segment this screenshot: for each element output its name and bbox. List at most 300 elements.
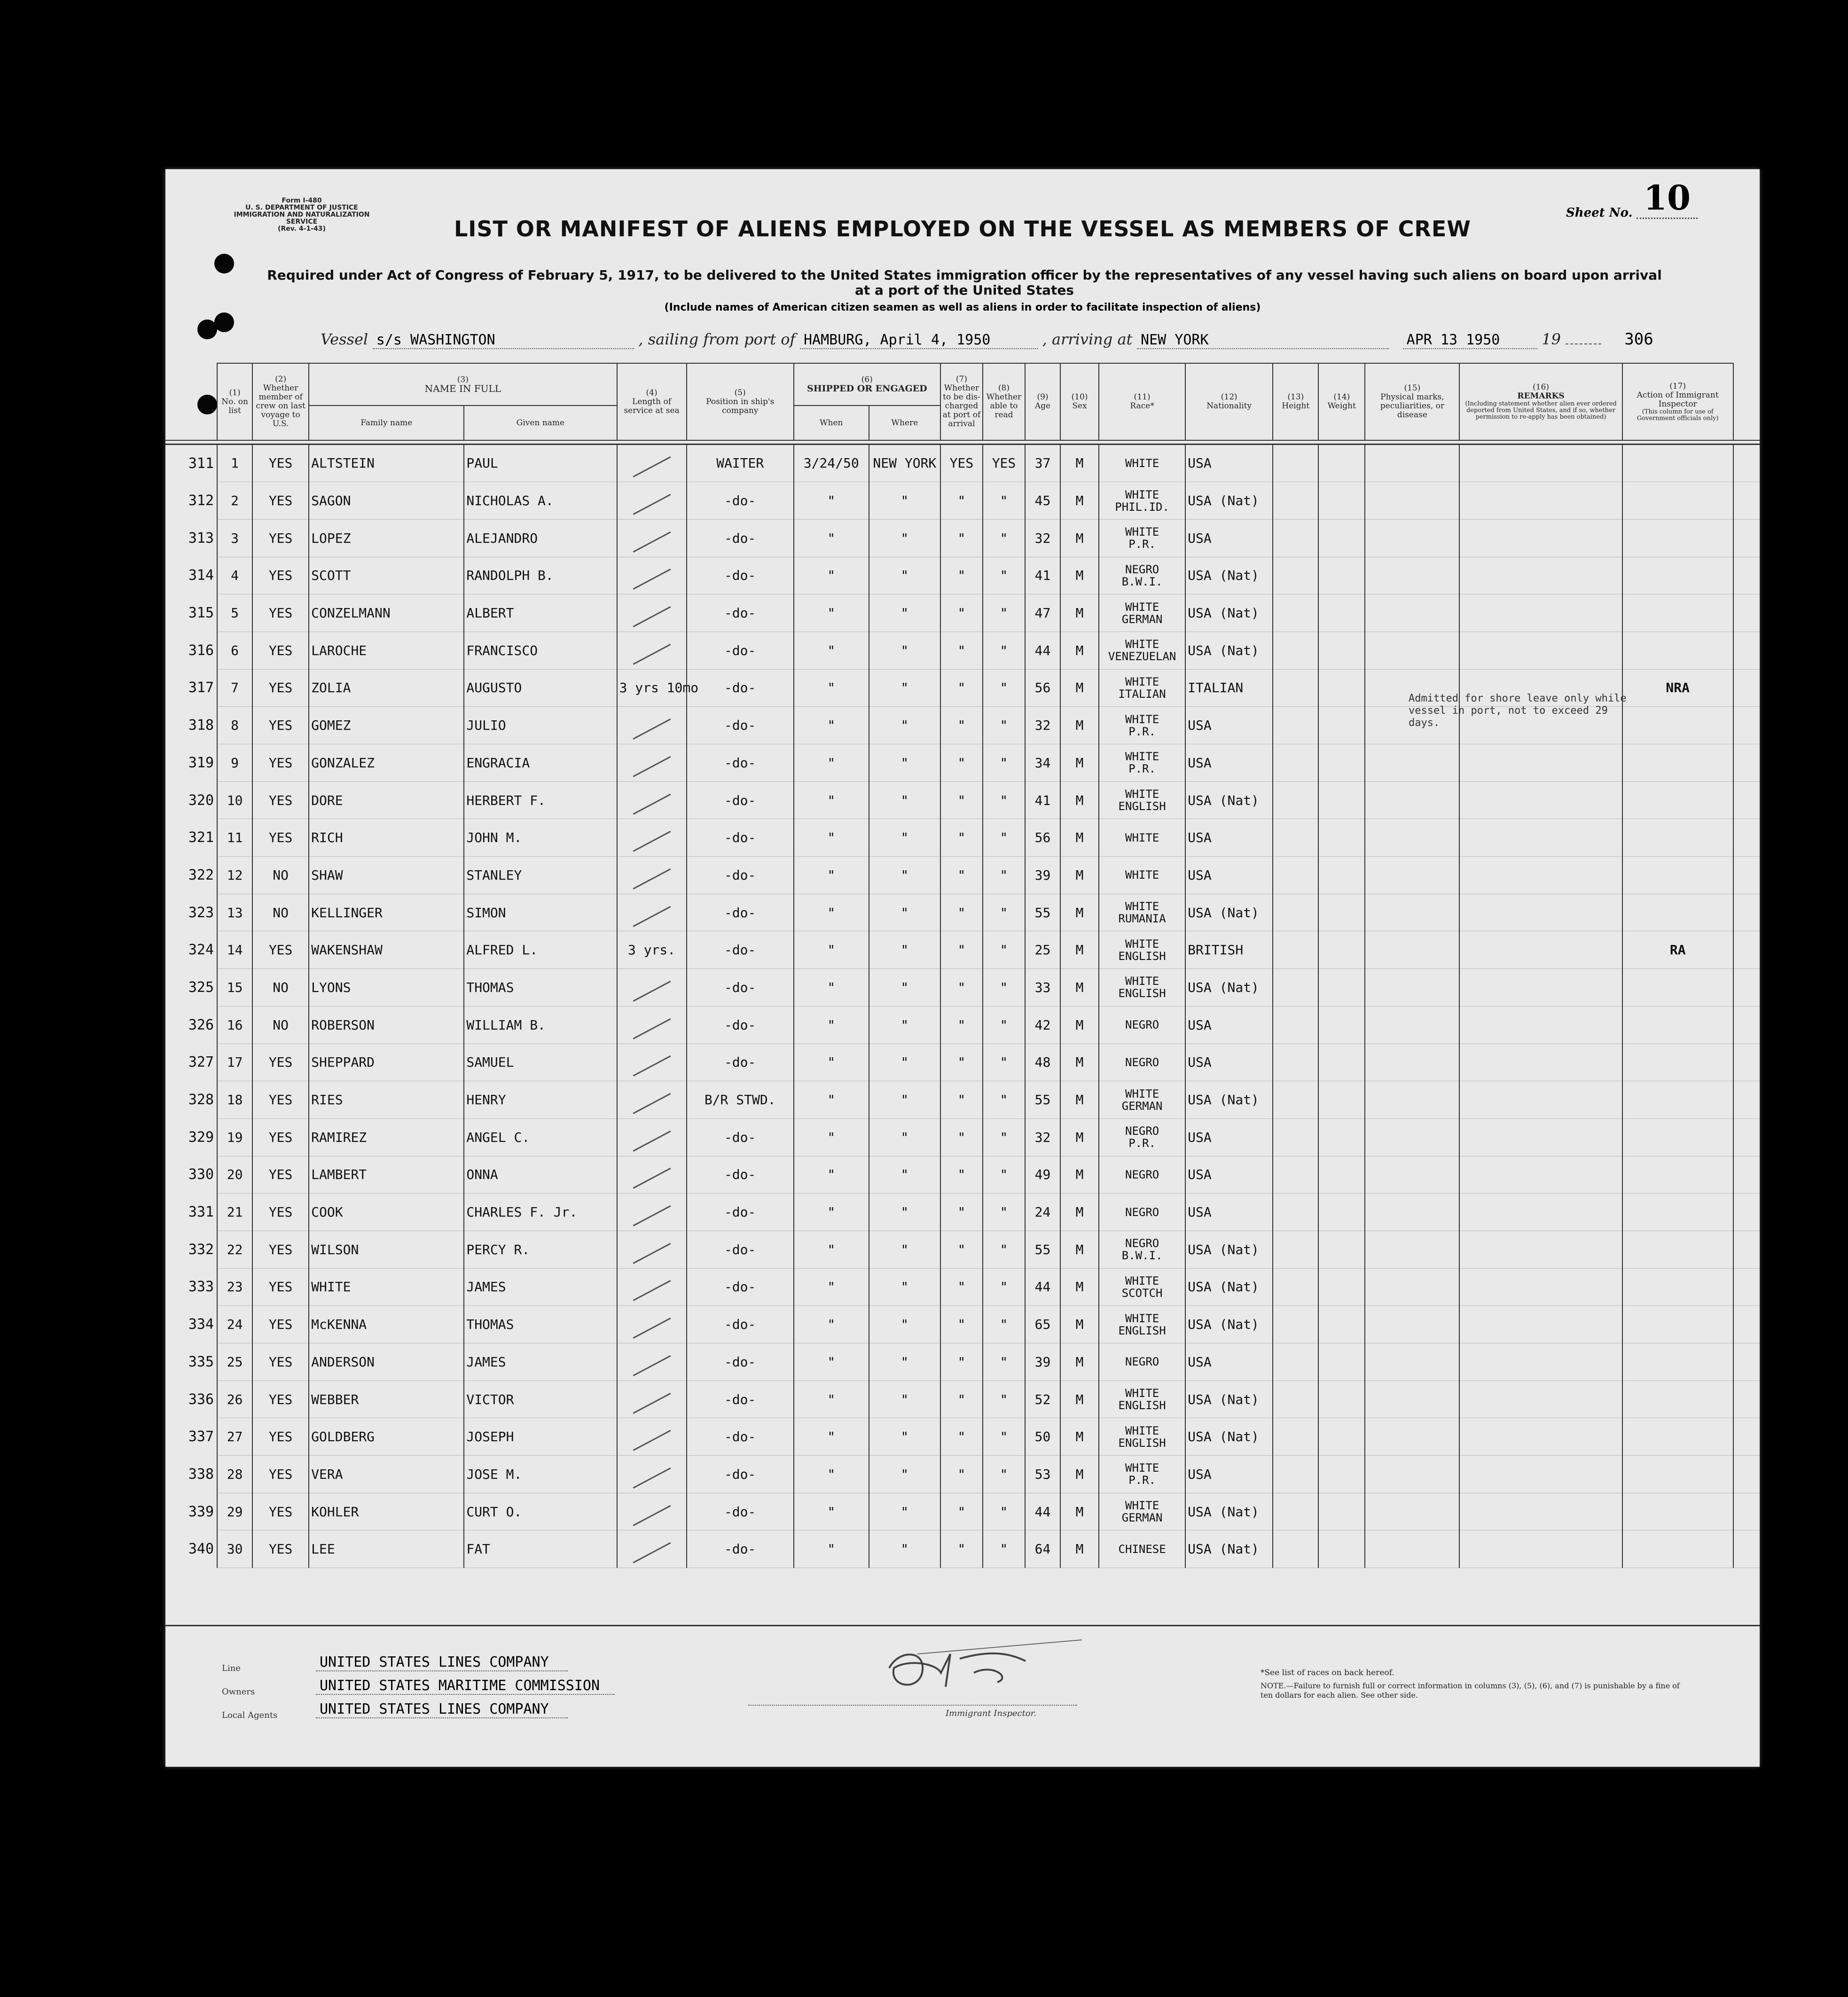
shipped-where-cell: "	[869, 1156, 940, 1194]
family-name-cell: SAGON	[309, 482, 464, 520]
sheet-number-label: Sheet No.	[1566, 206, 1633, 220]
col-2-header: (2) Whether member of crew on last voyage to U.S.	[252, 363, 309, 440]
footer-rule	[165, 1625, 1760, 1626]
age-cell: 55	[1025, 1231, 1060, 1268]
age-cell: 55	[1025, 894, 1060, 931]
margin-cell	[1733, 444, 1760, 482]
position-cell: -do-	[687, 1194, 794, 1231]
able-to-read-cell: "	[983, 1381, 1025, 1418]
able-to-read-cell: "	[983, 557, 1025, 594]
nationality-cell: USA (Nat)	[1185, 1418, 1273, 1456]
able-to-read-cell: "	[983, 1493, 1025, 1530]
given-name-cell: PERCY R.	[464, 1231, 617, 1268]
height-cell	[1273, 519, 1318, 557]
shipped-where-cell: "	[869, 1268, 940, 1306]
race-secondary: P.R.	[1128, 762, 1156, 776]
family-name-cell: VERA	[309, 1456, 464, 1493]
margin-cell	[1733, 707, 1760, 744]
given-name-cell: JAMES	[464, 1268, 617, 1306]
list-number-cell: 30	[217, 1530, 252, 1568]
remarks-cell	[1459, 1118, 1622, 1156]
shipped-where-cell: "	[869, 1081, 940, 1119]
sailing-label: , sailing from port of	[638, 330, 796, 348]
discharged-cell: "	[940, 1044, 983, 1081]
shipped-when-cell: "	[794, 1006, 869, 1044]
race-cell	[1099, 1381, 1185, 1418]
remarks-cell	[1459, 1493, 1622, 1530]
table-row	[165, 1343, 1760, 1381]
requirement-text: Required under Act of Congress of February 5, 1917, to be delivered to the United States immigration officer by the representatives of any vessel having such aliens on board upon arrival at a port of the United States	[267, 267, 1662, 298]
sex-cell: M	[1060, 819, 1099, 857]
shipped-where-cell: "	[869, 781, 940, 819]
inspector-action-cell	[1622, 1231, 1733, 1268]
position-cell: -do-	[687, 1118, 794, 1156]
nationality-cell: USA (Nat)	[1185, 894, 1273, 931]
physical-marks-cell	[1365, 857, 1459, 894]
weight-cell	[1318, 857, 1365, 894]
race-secondary: ITALIAN	[1118, 687, 1166, 701]
race-cell	[1099, 1456, 1185, 1493]
family-name-cell: RAMIREZ	[309, 1118, 464, 1156]
service-length-cell	[617, 707, 687, 744]
table-row	[165, 482, 1760, 520]
nationality-cell: USA	[1185, 1006, 1273, 1044]
weight-cell	[1318, 969, 1365, 1006]
table-row	[165, 632, 1760, 669]
given-name-cell: ALFRED L.	[464, 931, 617, 969]
vessel-name: s/s WASHINGTON	[373, 332, 634, 349]
shipped-when-cell: "	[794, 519, 869, 557]
physical-marks-cell	[1365, 1493, 1459, 1530]
inspector-action-cell	[1622, 1343, 1733, 1381]
discharged-cell: "	[940, 594, 983, 632]
last-voyage-cell: NO	[252, 1006, 309, 1044]
race-cell	[1099, 1006, 1185, 1044]
table-row	[165, 1044, 1760, 1081]
race-cell	[1099, 557, 1185, 594]
service-length-cell	[617, 1156, 687, 1194]
race-primary: WHITE	[1125, 1087, 1159, 1100]
margin-cell	[1733, 594, 1760, 632]
family-name-cell: WEBBER	[309, 1381, 464, 1418]
owners-company: UNITED STATES MARITIME COMMISSION	[316, 1677, 615, 1695]
line-number-cell: 324	[188, 942, 214, 959]
given-name-cell: SIMON	[464, 894, 617, 931]
position-cell: -do-	[687, 669, 794, 707]
col-1-header: (1) No. on list	[217, 363, 252, 440]
age-cell: 25	[1025, 931, 1060, 969]
shipped-where-cell: "	[869, 594, 940, 632]
remarks-cell	[1459, 1268, 1622, 1306]
able-to-read-cell: "	[983, 1006, 1025, 1044]
sex-cell: M	[1060, 1044, 1099, 1081]
remarks-cell	[1459, 482, 1622, 520]
list-number-cell: 19	[217, 1118, 252, 1156]
line-number-cell: 329	[188, 1129, 214, 1146]
race-primary: WHITE	[1125, 1461, 1159, 1475]
margin-cell	[1733, 1194, 1760, 1231]
sex-cell: M	[1060, 931, 1099, 969]
service-length-cell	[617, 1530, 687, 1568]
col-6-header: (6) SHIPPED OR ENGAGED	[794, 363, 940, 406]
list-number-cell: 8	[217, 707, 252, 744]
race-cell	[1099, 1530, 1185, 1568]
shipped-where-cell: "	[869, 1493, 940, 1530]
sex-cell: M	[1060, 1118, 1099, 1156]
last-voyage-cell: NO	[252, 894, 309, 931]
weight-cell	[1318, 1530, 1365, 1568]
margin-cell	[1733, 519, 1760, 557]
service-length-cell	[617, 519, 687, 557]
position-cell: -do-	[687, 1006, 794, 1044]
line-number-cell: 333	[188, 1279, 214, 1295]
given-name-cell: JOSE M.	[464, 1456, 617, 1493]
nationality-cell: USA (Nat)	[1185, 1231, 1273, 1268]
inspector-action-cell	[1622, 1118, 1733, 1156]
margin-cell	[1733, 1118, 1760, 1156]
family-name-cell: GOLDBERG	[309, 1418, 464, 1456]
shipped-where-cell: "	[869, 482, 940, 520]
height-cell	[1273, 931, 1318, 969]
inspector-action-cell	[1622, 1493, 1733, 1530]
last-voyage-cell: YES	[252, 1156, 309, 1194]
able-to-read-cell: "	[983, 1268, 1025, 1306]
nationality-cell: USA (Nat)	[1185, 482, 1273, 520]
weight-cell	[1318, 707, 1365, 744]
pencil-check-mark	[633, 831, 671, 852]
line-number-cell: 323	[188, 904, 214, 921]
margin-cell	[1733, 1381, 1760, 1418]
weight-cell	[1318, 1118, 1365, 1156]
age-cell: 41	[1025, 781, 1060, 819]
discharged-cell: "	[940, 1530, 983, 1568]
race-secondary: ENGLISH	[1118, 1324, 1166, 1337]
inspector-action-cell	[1622, 1306, 1733, 1343]
shipped-when-cell: "	[794, 1530, 869, 1568]
remarks-cell	[1459, 444, 1622, 482]
col-7-header: (7) Whether to be dis-charged at port of arrival	[940, 363, 983, 440]
last-voyage-cell: YES	[252, 1118, 309, 1156]
age-cell: 39	[1025, 857, 1060, 894]
when-header: When	[794, 406, 869, 440]
sex-cell: M	[1060, 632, 1099, 669]
age-cell: 24	[1025, 1194, 1060, 1231]
able-to-read-cell: "	[983, 931, 1025, 969]
page-title: LIST OR MANIFEST OF ALIENS EMPLOYED ON THE VESSEL AS MEMBERS OF CREW	[454, 216, 1471, 242]
list-number-cell: 24	[217, 1306, 252, 1343]
nationality-cell: USA	[1185, 1194, 1273, 1231]
service-length-cell	[617, 819, 687, 857]
line-number-cell: 316	[188, 642, 214, 659]
shipped-when-cell: "	[794, 781, 869, 819]
discharged-cell: "	[940, 1194, 983, 1231]
pencil-check-mark	[633, 606, 671, 627]
sex-cell: M	[1060, 707, 1099, 744]
remarks-cell	[1459, 1081, 1622, 1119]
age-cell: 65	[1025, 1306, 1060, 1343]
last-voyage-cell: YES	[252, 519, 309, 557]
list-number-cell: 23	[217, 1268, 252, 1306]
race-primary: WHITE	[1125, 1499, 1159, 1513]
table-row	[165, 1081, 1760, 1119]
punch-hole	[214, 312, 234, 332]
given-name-cell: NICHOLAS A.	[464, 482, 617, 520]
height-cell	[1273, 1381, 1318, 1418]
family-name-cell: LAMBERT	[309, 1156, 464, 1194]
shipped-where-cell: "	[869, 707, 940, 744]
shipped-where-cell: "	[869, 819, 940, 857]
discharged-cell: "	[940, 969, 983, 1006]
last-voyage-cell: YES	[252, 594, 309, 632]
shipped-when-cell: "	[794, 1268, 869, 1306]
remarks-cell	[1459, 1306, 1622, 1343]
margin-cell	[1733, 1456, 1760, 1493]
physical-marks-cell	[1365, 1343, 1459, 1381]
given-name-cell: AUGUSTO	[464, 669, 617, 707]
nationality-cell: USA (Nat)	[1185, 1306, 1273, 1343]
able-to-read-cell: "	[983, 1418, 1025, 1456]
line-company: UNITED STATES LINES COMPANY	[316, 1654, 568, 1671]
physical-marks-cell	[1365, 1306, 1459, 1343]
nationality-cell: USA	[1185, 1456, 1273, 1493]
discharged-cell: "	[940, 894, 983, 931]
shipped-when-cell: "	[794, 744, 869, 782]
race-primary: WHITE	[1125, 600, 1159, 614]
last-voyage-cell: YES	[252, 557, 309, 594]
position-cell: -do-	[687, 1493, 794, 1530]
race-primary: WHITE	[1125, 456, 1159, 470]
shipped-where-cell: "	[869, 744, 940, 782]
inspector-action-cell	[1622, 1456, 1733, 1493]
nationality-cell: USA	[1185, 444, 1273, 482]
shipped-where-cell: "	[869, 669, 940, 707]
given-name-cell: ONNA	[464, 1156, 617, 1194]
remarks-cell	[1459, 1456, 1622, 1493]
line-number-cell: 340	[188, 1541, 214, 1558]
margin-cell	[1733, 632, 1760, 669]
service-length-cell	[617, 482, 687, 520]
table-row	[165, 1381, 1760, 1418]
physical-marks-cell	[1365, 482, 1459, 520]
position-cell: -do-	[687, 857, 794, 894]
arrival-date-stamp: APR 13 1950	[1403, 332, 1537, 349]
weight-cell	[1318, 632, 1365, 669]
margin-cell	[1733, 969, 1760, 1006]
voyage-line	[321, 330, 1653, 349]
shipped-when-cell: "	[794, 857, 869, 894]
margin-cell	[1733, 557, 1760, 594]
race-cell	[1099, 1194, 1185, 1231]
shipped-where-cell: "	[869, 1231, 940, 1268]
service-length-cell	[617, 1493, 687, 1530]
height-cell	[1273, 969, 1318, 1006]
weight-cell	[1318, 1493, 1365, 1530]
discharged-cell: "	[940, 632, 983, 669]
age-cell: 64	[1025, 1530, 1060, 1568]
list-number-cell: 6	[217, 632, 252, 669]
age-cell: 32	[1025, 707, 1060, 744]
height-cell	[1273, 557, 1318, 594]
last-voyage-cell: YES	[252, 819, 309, 857]
race-primary: WHITE	[1125, 525, 1159, 539]
margin-cell	[1733, 931, 1760, 969]
year-blank	[1566, 343, 1601, 344]
weight-cell	[1318, 1006, 1365, 1044]
line-number-cell: 314	[188, 567, 214, 584]
race-secondary: GERMAN	[1121, 1511, 1163, 1525]
sex-cell: M	[1060, 1156, 1099, 1194]
given-name-cell: SAMUEL	[464, 1044, 617, 1081]
able-to-read-cell: "	[983, 1081, 1025, 1119]
service-length-cell	[617, 1006, 687, 1044]
discharged-cell: "	[940, 1081, 983, 1119]
position-cell: -do-	[687, 557, 794, 594]
family-name-cell: ZOLIA	[309, 669, 464, 707]
pencil-check-mark	[633, 1093, 671, 1114]
physical-marks-cell	[1365, 1231, 1459, 1268]
col-12-header: (12) Nationality	[1185, 363, 1273, 440]
family-name-cell: LOPEZ	[309, 519, 464, 557]
shipped-when-cell: "	[794, 557, 869, 594]
discharged-cell: "	[940, 1418, 983, 1456]
race-secondary: P.R.	[1128, 538, 1156, 551]
sex-cell: M	[1060, 519, 1099, 557]
table-row	[165, 519, 1760, 557]
race-cell	[1099, 1268, 1185, 1306]
sex-cell: M	[1060, 1006, 1099, 1044]
shipped-when-cell: "	[794, 1306, 869, 1343]
table-row	[165, 1456, 1760, 1493]
sex-cell: M	[1060, 1530, 1099, 1568]
last-voyage-cell: YES	[252, 744, 309, 782]
table-row	[165, 894, 1760, 931]
race-cell	[1099, 594, 1185, 632]
col-4-header: (4) Length of service at sea	[617, 363, 687, 440]
list-number-cell: 11	[217, 819, 252, 857]
race-cell	[1099, 781, 1185, 819]
pencil-check-mark	[633, 644, 671, 665]
inspector-action-cell	[1622, 969, 1733, 1006]
age-cell: 32	[1025, 1118, 1060, 1156]
pencil-check-mark	[633, 1018, 671, 1039]
discharged-cell: "	[940, 1156, 983, 1194]
list-number-cell: 12	[217, 857, 252, 894]
margin-cell	[1733, 1044, 1760, 1081]
pencil-check-mark	[633, 1318, 671, 1339]
remarks-cell	[1459, 931, 1622, 969]
table-row	[165, 1418, 1760, 1456]
nationality-cell: USA (Nat)	[1185, 594, 1273, 632]
position-cell: -do-	[687, 594, 794, 632]
race-primary: NEGRO	[1125, 1355, 1159, 1369]
last-voyage-cell: YES	[252, 1306, 309, 1343]
age-cell: 32	[1025, 519, 1060, 557]
given-name-cell: CHARLES F. Jr.	[464, 1194, 617, 1231]
list-number-cell: 29	[217, 1493, 252, 1530]
last-voyage-cell: YES	[252, 1194, 309, 1231]
table-row	[165, 744, 1760, 782]
position-cell: -do-	[687, 744, 794, 782]
position-cell: -do-	[687, 519, 794, 557]
height-cell	[1273, 1268, 1318, 1306]
shipped-where-cell: "	[869, 931, 940, 969]
pencil-check-mark	[633, 1168, 671, 1189]
weight-cell	[1318, 1081, 1365, 1119]
discharged-cell: "	[940, 1268, 983, 1306]
shipped-where-cell: "	[869, 1194, 940, 1231]
family-name-cell: SCOTT	[309, 557, 464, 594]
height-cell	[1273, 744, 1318, 782]
service-length-cell	[617, 744, 687, 782]
race-primary: NEGRO	[1125, 1018, 1159, 1032]
family-name-cell: McKENNA	[309, 1306, 464, 1343]
race-primary: WHITE	[1125, 750, 1159, 764]
sailing-port: HAMBURG, April 4, 1950	[800, 332, 1038, 349]
list-number-cell: 3	[217, 519, 252, 557]
race-cell	[1099, 519, 1185, 557]
last-voyage-cell: YES	[252, 482, 309, 520]
service-length-cell	[617, 931, 687, 969]
race-cell	[1099, 482, 1185, 520]
physical-marks-cell	[1365, 1418, 1459, 1456]
weight-cell	[1318, 1044, 1365, 1081]
family-name-cell: GONZALEZ	[309, 744, 464, 782]
weight-cell	[1318, 1306, 1365, 1343]
age-cell: 45	[1025, 482, 1060, 520]
last-voyage-cell: NO	[252, 857, 309, 894]
nationality-cell: USA	[1185, 707, 1273, 744]
service-length-cell	[617, 632, 687, 669]
family-name-cell: WILSON	[309, 1231, 464, 1268]
col-5-header: (5) Position in ship's company	[687, 363, 794, 440]
inspector-action-cell	[1622, 857, 1733, 894]
family-name-cell: WAKENSHAW	[309, 931, 464, 969]
age-cell: 44	[1025, 1493, 1060, 1530]
weight-cell	[1318, 1343, 1365, 1381]
race-primary: NEGRO	[1125, 1205, 1159, 1219]
list-number-cell: 7	[217, 669, 252, 707]
list-number-cell: 9	[217, 744, 252, 782]
family-name-cell: WHITE	[309, 1268, 464, 1306]
margin-cell	[1733, 1343, 1760, 1381]
margin-cell	[1733, 819, 1760, 857]
line-number-cell: 315	[188, 605, 214, 622]
able-to-read-cell: "	[983, 1456, 1025, 1493]
weight-cell	[1318, 1194, 1365, 1231]
given-name-cell: RANDOLPH B.	[464, 557, 617, 594]
year-label: 19	[1542, 330, 1561, 348]
race-primary: WHITE	[1125, 868, 1159, 882]
shipped-when-cell: "	[794, 1194, 869, 1231]
weight-cell	[1318, 1456, 1365, 1493]
able-to-read-cell: "	[983, 1194, 1025, 1231]
table-row	[165, 1118, 1760, 1156]
given-name-cell: WILLIAM B.	[464, 1006, 617, 1044]
family-name-cell: KELLINGER	[309, 894, 464, 931]
position-cell: -do-	[687, 1456, 794, 1493]
able-to-read-cell: "	[983, 1118, 1025, 1156]
margin-cell	[1733, 482, 1760, 520]
discharged-cell: "	[940, 1493, 983, 1530]
physical-marks-cell	[1365, 1268, 1459, 1306]
list-number-cell: 20	[217, 1156, 252, 1194]
pencil-check-mark	[633, 1280, 671, 1302]
remarks-cell	[1459, 1044, 1622, 1081]
shipped-when-cell: "	[794, 931, 869, 969]
race-secondary: PHIL.ID.	[1115, 500, 1169, 514]
shipped-when-cell: "	[794, 819, 869, 857]
sex-cell: M	[1060, 557, 1099, 594]
